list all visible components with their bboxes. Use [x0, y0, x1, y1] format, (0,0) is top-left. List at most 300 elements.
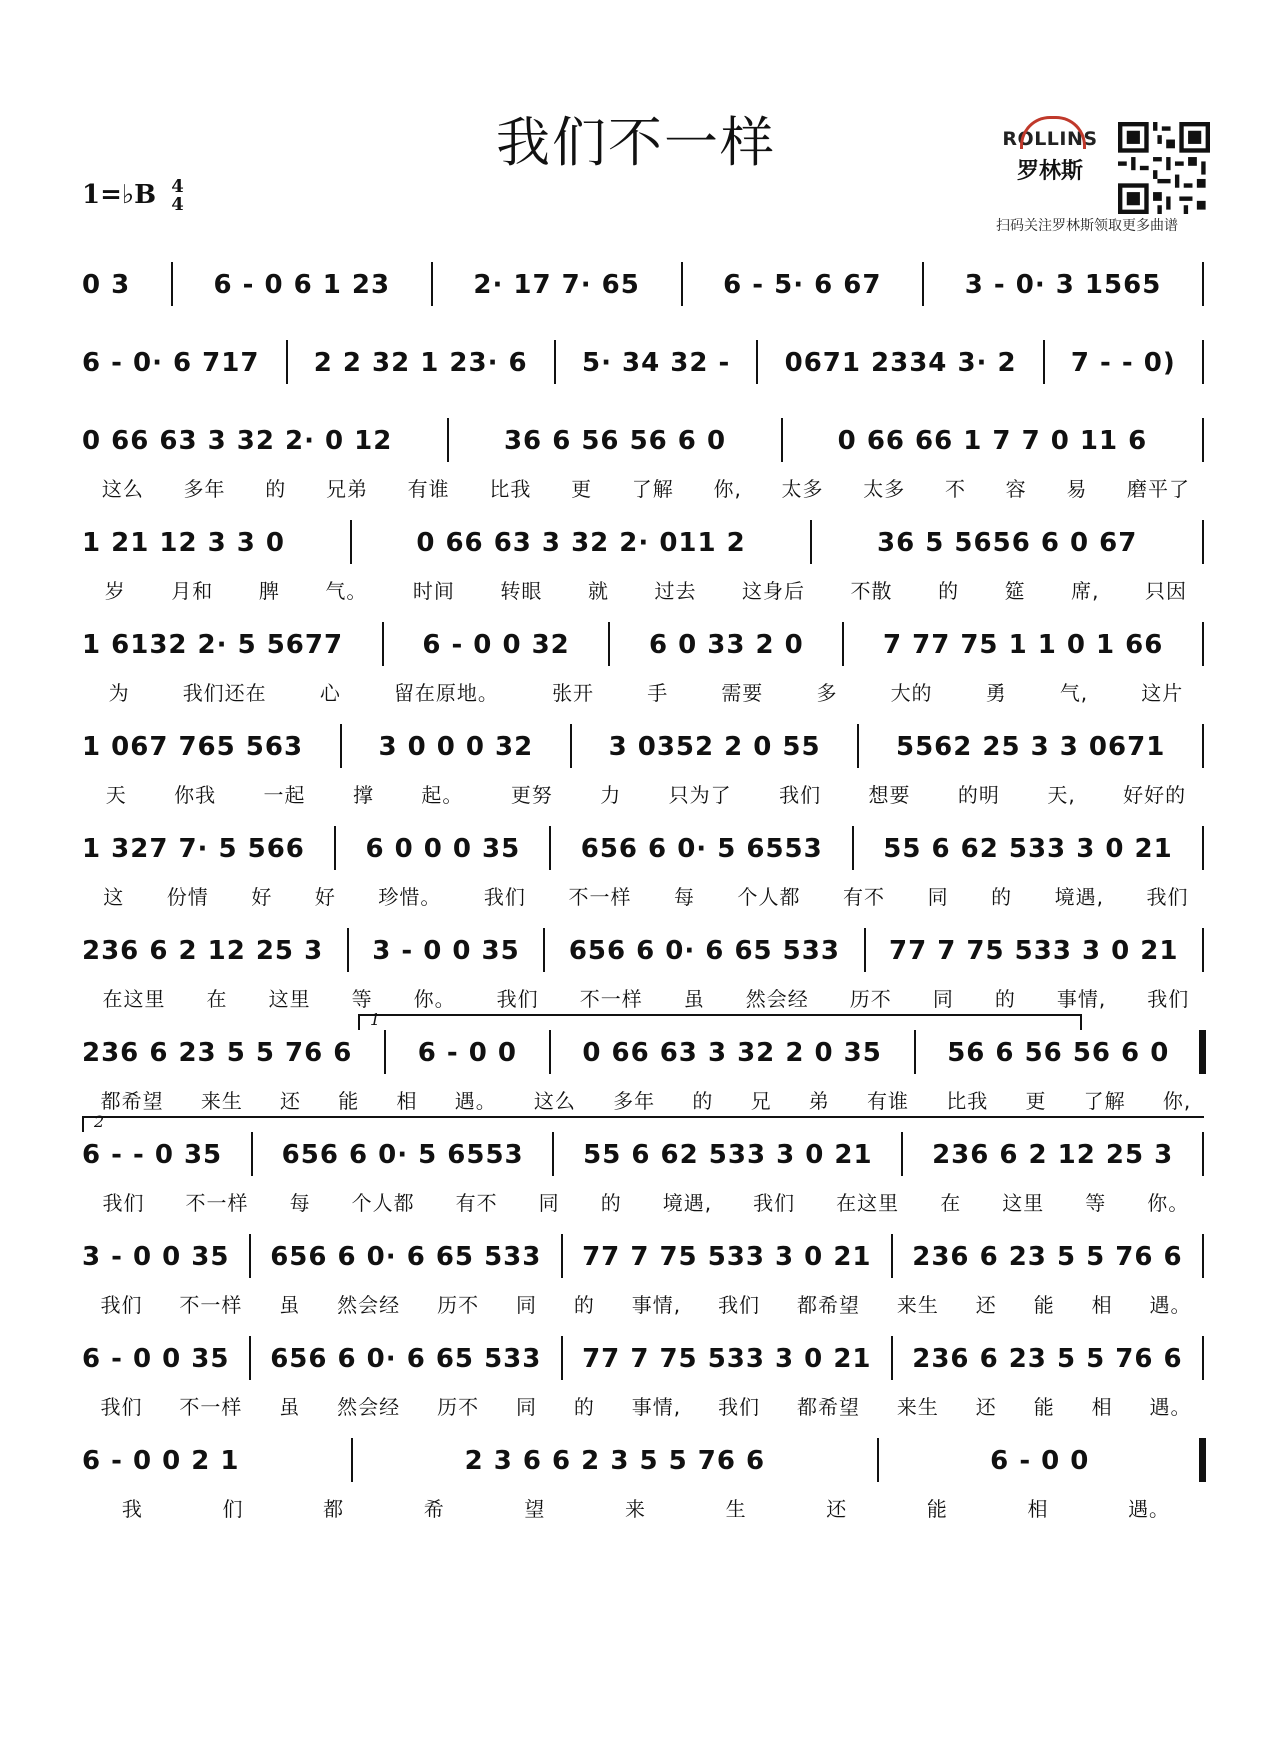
lyric-word: 虽 [683, 987, 705, 1011]
bar-line [334, 826, 336, 870]
measure: 3 - 0 0 35 [372, 936, 520, 966]
bar-line [561, 1336, 563, 1380]
measure: 0671 2334 3· 2 [784, 348, 1017, 378]
measure: 6 - 0 6 1 23 [213, 270, 391, 300]
notes-line [82, 1234, 1210, 1284]
lyric-word: 在 [940, 1191, 962, 1215]
lyric-word: 兄 [750, 1089, 772, 1113]
bar-line [1202, 1336, 1204, 1380]
lyric-word: 这里 [1002, 1191, 1045, 1215]
lyric-word: 磨平了 [1127, 477, 1191, 501]
bar-line [1199, 1438, 1206, 1482]
notes-line [82, 1438, 1210, 1488]
lyric-word: 天 [105, 783, 127, 807]
lyric-word: 有不 [455, 1191, 498, 1215]
lyric-word: 都希望 [796, 1395, 860, 1419]
measure: 7 77 75 1 1 0 1 66 [882, 630, 1164, 660]
score-system [82, 520, 1210, 616]
lyric-word: 这 [103, 885, 125, 909]
lyric-word: 比我 [489, 477, 532, 501]
lyrics-line [82, 880, 1210, 914]
lyric-word: 相 [1091, 1395, 1113, 1419]
lyric-word: 遇。 [1149, 1293, 1192, 1317]
lyric-word: 这身后 [742, 579, 806, 603]
measure: 236 6 23 5 5 76 6 [912, 1344, 1183, 1374]
lyric-word: 好好的 [1123, 783, 1187, 807]
bar-line [1202, 340, 1204, 384]
measure: 7 - - 0) [1070, 348, 1176, 378]
measure: 0 66 66 1 7 7 0 11 6 [837, 426, 1148, 456]
lyric-word: 然会经 [337, 1293, 401, 1317]
lyric-word: 份情 [166, 885, 209, 909]
bar-line [877, 1438, 879, 1482]
bar-line [891, 1234, 893, 1278]
measure: 36 6 56 56 6 0 [503, 426, 727, 456]
lyric-word: 更努 [510, 783, 553, 807]
score-system [82, 418, 1210, 514]
lyric-word: 有谁 [867, 1089, 910, 1113]
measure: 77 7 75 533 3 0 21 [889, 936, 1179, 966]
brand-en: ROLLINS [1002, 128, 1098, 150]
lyric-word: 不 [944, 477, 966, 501]
measure: 6 - 0 0 35 [82, 1344, 230, 1374]
measure: 656 6 0· 5 6553 [281, 1140, 524, 1170]
lyrics-line [82, 574, 1210, 608]
notes-line [82, 262, 1210, 312]
lyric-word: 我们还在 [182, 681, 267, 705]
lyrics-line [82, 1186, 1210, 1220]
lyric-word: 都希望 [796, 1293, 860, 1317]
lyric-word: 还 [280, 1089, 302, 1113]
bar-line [608, 622, 610, 666]
lyric-word: 历不 [437, 1293, 480, 1317]
lyric-word: 我们 [102, 1191, 145, 1215]
lyric-word: 易 [1066, 477, 1088, 501]
bar-line [251, 1132, 253, 1176]
bar-line [1202, 262, 1204, 306]
bar-line [1202, 928, 1204, 972]
lyric-word: 撑 [352, 783, 374, 807]
lyric-word: 过去 [654, 579, 697, 603]
lyric-word: 珍惜。 [378, 885, 442, 909]
measure: 6 0 0 0 35 [365, 834, 521, 864]
qr-code-icon[interactable] [1118, 122, 1210, 214]
volta-number: 2 [94, 1112, 105, 1131]
lyric-word: 力 [600, 783, 622, 807]
score-system [82, 622, 1210, 718]
bar-line [382, 622, 384, 666]
lyric-word: 相 [1091, 1293, 1113, 1317]
lyric-word: 不一样 [179, 1293, 243, 1317]
lyric-word: 历不 [437, 1395, 480, 1419]
lyric-word: 在这里 [102, 987, 166, 1011]
lyric-word: 每 [673, 885, 695, 909]
lyric-word: 事情, [1056, 987, 1107, 1011]
measure: 0 3 [82, 270, 131, 300]
lyric-word: 的 [600, 1191, 622, 1215]
lyric-word: 不一样 [568, 885, 632, 909]
lyric-word: 起。 [421, 783, 464, 807]
measure: 3 - 0 0 35 [82, 1242, 230, 1272]
measure: 5· 34 32 - [581, 348, 731, 378]
measure: 656 6 0· 6 65 533 [568, 936, 840, 966]
measure: 6 - - 0 35 [82, 1140, 223, 1170]
lyrics-line [82, 982, 1210, 1016]
lyric-word: 历不 [849, 987, 892, 1011]
lyric-word: 更 [571, 477, 593, 501]
measure: 6 0 33 2 0 [648, 630, 804, 660]
measure: 36 5 5656 6 0 67 [877, 528, 1138, 558]
measure: 3 - 0· 3 1565 [964, 270, 1162, 300]
bar-line [1202, 1234, 1204, 1278]
lyric-word: 了解 [631, 477, 674, 501]
lyric-word: 这么 [533, 1089, 576, 1113]
lyric-word: 来生 [200, 1089, 243, 1113]
notes-line [82, 928, 1210, 978]
lyric-word: 我们 [496, 987, 539, 1011]
measure: 56 6 56 56 6 0 [947, 1038, 1170, 1068]
measure: 77 7 75 533 3 0 21 [582, 1344, 872, 1374]
bar-line [1202, 622, 1204, 666]
lyric-word: 同 [515, 1395, 537, 1419]
lyrics-line [82, 1390, 1210, 1424]
lyric-word: 这么 [101, 477, 144, 501]
measure: 656 6 0· 6 65 533 [270, 1344, 542, 1374]
lyric-word: 不一样 [179, 1395, 243, 1419]
lyric-word: 只为了 [668, 783, 732, 807]
measure: 236 6 2 12 25 3 [82, 936, 324, 966]
lyric-word: 你。 [413, 987, 456, 1011]
lyrics-line [82, 778, 1210, 812]
lyric-word: 好 [314, 885, 336, 909]
lyric-word: 我们 [718, 1293, 761, 1317]
lyric-word: 岁 [104, 579, 126, 603]
lyric-word: 来 [624, 1497, 646, 1521]
measure: 236 6 2 12 25 3 [932, 1140, 1174, 1170]
measure: 1 067 765 563 [82, 732, 304, 762]
lyric-word: 相 [1027, 1497, 1049, 1521]
lyric-word: 同 [538, 1191, 560, 1215]
lyric-word: 个人都 [737, 885, 801, 909]
lyric-word: 多年 [613, 1089, 656, 1113]
lyric-word: 遇。 [1149, 1395, 1192, 1419]
lyric-word: 需要 [721, 681, 764, 705]
lyric-word: 你。 [1147, 1191, 1190, 1215]
lyric-word: 的 [265, 477, 287, 501]
measure: 656 6 0· 6 65 533 [270, 1242, 542, 1272]
lyric-word: 来生 [896, 1293, 939, 1317]
measure: 6 - 0 0 2 1 [82, 1446, 240, 1476]
time-signature [171, 178, 184, 214]
lyrics-line [82, 472, 1210, 506]
lyric-word: 虽 [279, 1395, 301, 1419]
volta-bracket [358, 1010, 1082, 1030]
bar-line [350, 520, 352, 564]
lyric-word: 的 [938, 579, 960, 603]
bar-line [1202, 1132, 1204, 1176]
volta-number: 1 [370, 1010, 381, 1029]
measure: 3 0352 2 0 55 [608, 732, 821, 762]
lyric-word: 兄弟 [325, 477, 368, 501]
lyric-word: 能 [1033, 1293, 1055, 1317]
lyric-word: 我 [121, 1497, 143, 1521]
lyric-word: 大的 [890, 681, 933, 705]
lyric-word: 同 [515, 1293, 537, 1317]
lyric-word: 遇。 [454, 1089, 497, 1113]
lyric-word: 然会经 [745, 987, 809, 1011]
lyric-word: 有不 [843, 885, 886, 909]
lyrics-line [82, 1492, 1210, 1526]
lyric-word: 个人都 [351, 1191, 415, 1215]
measure: 236 6 23 5 5 76 6 [912, 1242, 1183, 1272]
lyric-word: 更 [1025, 1089, 1047, 1113]
bar-line [1202, 418, 1204, 462]
lyric-word: 只因 [1145, 579, 1188, 603]
lyric-word: 还 [826, 1497, 848, 1521]
lyric-word: 为 [108, 681, 130, 705]
bar-line [1199, 1030, 1206, 1074]
lyric-word: 有谁 [407, 477, 450, 501]
lyric-word: 的明 [957, 783, 1000, 807]
lyric-word: 时间 [412, 579, 455, 603]
bar-line [1043, 340, 1045, 384]
lyric-word: 不一样 [579, 987, 643, 1011]
measure: 55 6 62 533 3 0 21 [583, 1140, 873, 1170]
bar-line [549, 826, 551, 870]
lyric-word: 你, [713, 477, 742, 501]
bar-line [447, 418, 449, 462]
bar-line [901, 1132, 903, 1176]
score-system [82, 826, 1210, 922]
bar-line [1202, 826, 1204, 870]
measure: 6 - 0 0 32 [422, 630, 570, 660]
lyric-word: 事情, [631, 1395, 682, 1419]
bar-line [561, 1234, 563, 1278]
lyric-word: 勇 [985, 681, 1007, 705]
score-system [82, 724, 1210, 820]
lyric-word: 我们 [718, 1395, 761, 1419]
lyric-word: 了解 [1083, 1089, 1126, 1113]
lyric-word: 相 [396, 1089, 418, 1113]
lyric-word: 容 [1005, 477, 1027, 501]
lyric-word: 留在原地。 [393, 681, 499, 705]
lyric-word: 转眼 [500, 579, 543, 603]
lyrics-line [82, 1084, 1210, 1118]
lyric-word: 多 [816, 681, 838, 705]
bar-line [891, 1336, 893, 1380]
bar-line [681, 262, 683, 306]
lyric-word: 都 [323, 1497, 345, 1521]
bar-line [842, 622, 844, 666]
time-top: 4 [171, 176, 184, 197]
lyric-word: 的 [573, 1395, 595, 1419]
lyric-word: 想要 [868, 783, 911, 807]
qr-note: 扫码关注罗林斯领取更多曲谱 [996, 218, 1178, 234]
notes-line [82, 1030, 1210, 1080]
bar-line [249, 1234, 251, 1278]
bar-line [756, 340, 758, 384]
lyric-word: 能 [338, 1089, 360, 1113]
lyric-word: 张开 [552, 681, 595, 705]
lyric-word: 我们 [100, 1293, 143, 1317]
bar-line [552, 1132, 554, 1176]
notes-line [82, 1336, 1210, 1386]
lyric-word: 我们 [483, 885, 526, 909]
measure: 2 2 32 1 23· 6 [313, 348, 528, 378]
bar-line [922, 262, 924, 306]
bar-line [249, 1336, 251, 1380]
score-system [82, 1112, 1210, 1228]
lyric-word: 多年 [183, 477, 226, 501]
lyric-word: 们 [222, 1497, 244, 1521]
lyric-word: 就 [587, 579, 609, 603]
lyric-word: 不一样 [185, 1191, 249, 1215]
lyric-word: 这片 [1141, 681, 1184, 705]
lyric-word: 望 [524, 1497, 546, 1521]
measure: 0 66 63 3 32 2· 0 12 [82, 426, 393, 456]
lyric-word: 能 [926, 1497, 948, 1521]
lyric-word: 好 [251, 885, 273, 909]
lyric-word: 手 [647, 681, 669, 705]
bar-line [852, 826, 854, 870]
lyric-word: 能 [1033, 1395, 1055, 1419]
bar-line [914, 1030, 916, 1074]
notes-line [82, 622, 1210, 672]
bar-line [864, 928, 866, 972]
lyric-word: 都希望 [100, 1089, 164, 1113]
bar-line [431, 262, 433, 306]
measure: 6 - 5· 6 67 [723, 270, 882, 300]
lyric-word: 太多 [781, 477, 824, 501]
bar-line [810, 520, 812, 564]
measure: 6 - 0· 6 717 [82, 348, 260, 378]
measure: 1 21 12 3 3 0 [82, 528, 285, 558]
notes-line [82, 826, 1210, 876]
lyric-word: 我们 [100, 1395, 143, 1419]
lyric-word: 一起 [263, 783, 306, 807]
lyrics-line [82, 676, 1210, 710]
lyric-word: 事情, [631, 1293, 682, 1317]
lyric-word: 来生 [896, 1395, 939, 1419]
lyric-word: 我们 [1147, 987, 1190, 1011]
key-label: 1=♭B [82, 180, 157, 210]
lyric-word: 在这里 [836, 1191, 900, 1215]
lyric-word: 月和 [171, 579, 214, 603]
lyric-word: 在 [206, 987, 228, 1011]
score-system [82, 928, 1210, 1024]
lyric-word: 同 [927, 885, 949, 909]
measure: 5562 25 3 3 0671 [896, 732, 1166, 762]
lyric-word: 天, [1047, 783, 1076, 807]
score-system [82, 1336, 1210, 1432]
lyric-word: 的 [573, 1293, 595, 1317]
lyric-word: 同 [932, 987, 954, 1011]
lyric-word: 的 [991, 885, 1013, 909]
measure: 0 66 63 3 32 2 0 35 [582, 1038, 882, 1068]
lyric-word: 的 [692, 1089, 714, 1113]
score-system [82, 1010, 1210, 1126]
bar-line [1202, 724, 1204, 768]
notes-line [82, 1132, 1210, 1182]
lyric-word: 然会经 [337, 1395, 401, 1419]
lyric-word: 席, [1071, 579, 1100, 603]
measure: 2 3 6 6 2 3 5 5 76 6 [464, 1446, 766, 1476]
measure: 77 7 75 533 3 0 21 [582, 1242, 872, 1272]
lyrics-line [82, 1288, 1210, 1322]
lyric-word: 弟 [808, 1089, 830, 1113]
lyric-word: 境遇, [662, 1191, 713, 1215]
measure: 1 6132 2· 5 5677 [82, 630, 344, 660]
volta-bracket [82, 1112, 1204, 1132]
lyric-word: 等 [1085, 1191, 1107, 1215]
bar-line [570, 724, 572, 768]
measure: 55 6 62 533 3 0 21 [883, 834, 1173, 864]
lyric-word: 心 [319, 681, 341, 705]
lyric-word: 生 [725, 1497, 747, 1521]
lyric-word: 太多 [863, 477, 906, 501]
lyric-word: 我们 [1146, 885, 1189, 909]
lyric-word: 还 [975, 1293, 997, 1317]
measure: 6 - 0 0 [417, 1038, 517, 1068]
bar-line [347, 928, 349, 972]
lyric-word: 你我 [174, 783, 217, 807]
measure: 1 327 7· 5 566 [82, 834, 305, 864]
lyric-word: 还 [975, 1395, 997, 1419]
lyric-word: 境遇, [1054, 885, 1104, 909]
brand-cn: 罗林斯 [1016, 158, 1083, 184]
lyric-word: 我们 [753, 1191, 796, 1215]
lyric-word: 的 [994, 987, 1016, 1011]
bar-line [543, 928, 545, 972]
bar-line [857, 724, 859, 768]
bar-line [781, 418, 783, 462]
measure: 2· 17 7· 65 [473, 270, 640, 300]
lyric-word: 气, [1059, 681, 1089, 705]
notes-line [82, 724, 1210, 774]
lyric-word: 你, [1162, 1089, 1192, 1113]
lyric-word: 脾 [258, 579, 280, 603]
notes-line [82, 418, 1210, 468]
lyric-word: 希 [423, 1497, 445, 1521]
measure: 6 - 0 0 [990, 1446, 1090, 1476]
measure: 0 66 63 3 32 2· 011 2 [416, 528, 746, 558]
notes-line [82, 340, 1210, 390]
key-signature [82, 178, 184, 214]
measure: 3 0 0 0 32 [378, 732, 534, 762]
notes-line [82, 520, 1210, 570]
song-title: 我们不一样 [496, 111, 776, 174]
lyric-word: 筵 [1004, 579, 1026, 603]
lyric-word: 每 [289, 1191, 311, 1215]
lyric-word: 不散 [850, 579, 893, 603]
bar-line [171, 262, 173, 306]
bar-line [554, 340, 556, 384]
lyric-word: 我们 [779, 783, 822, 807]
lyric-word: 这里 [268, 987, 311, 1011]
lyric-word: 等 [351, 987, 373, 1011]
bar-line [286, 340, 288, 384]
bar-line [351, 1438, 353, 1482]
lyric-word: 虽 [279, 1293, 301, 1317]
bar-line [1202, 520, 1204, 564]
lyric-word: 气。 [325, 579, 368, 603]
score-system [82, 1438, 1210, 1534]
measure: 236 6 23 5 5 76 6 [82, 1038, 353, 1068]
bar-line [340, 724, 342, 768]
bar-line [549, 1030, 551, 1074]
measure: 656 6 0· 5 6553 [580, 834, 823, 864]
brand-logo [995, 128, 1105, 185]
